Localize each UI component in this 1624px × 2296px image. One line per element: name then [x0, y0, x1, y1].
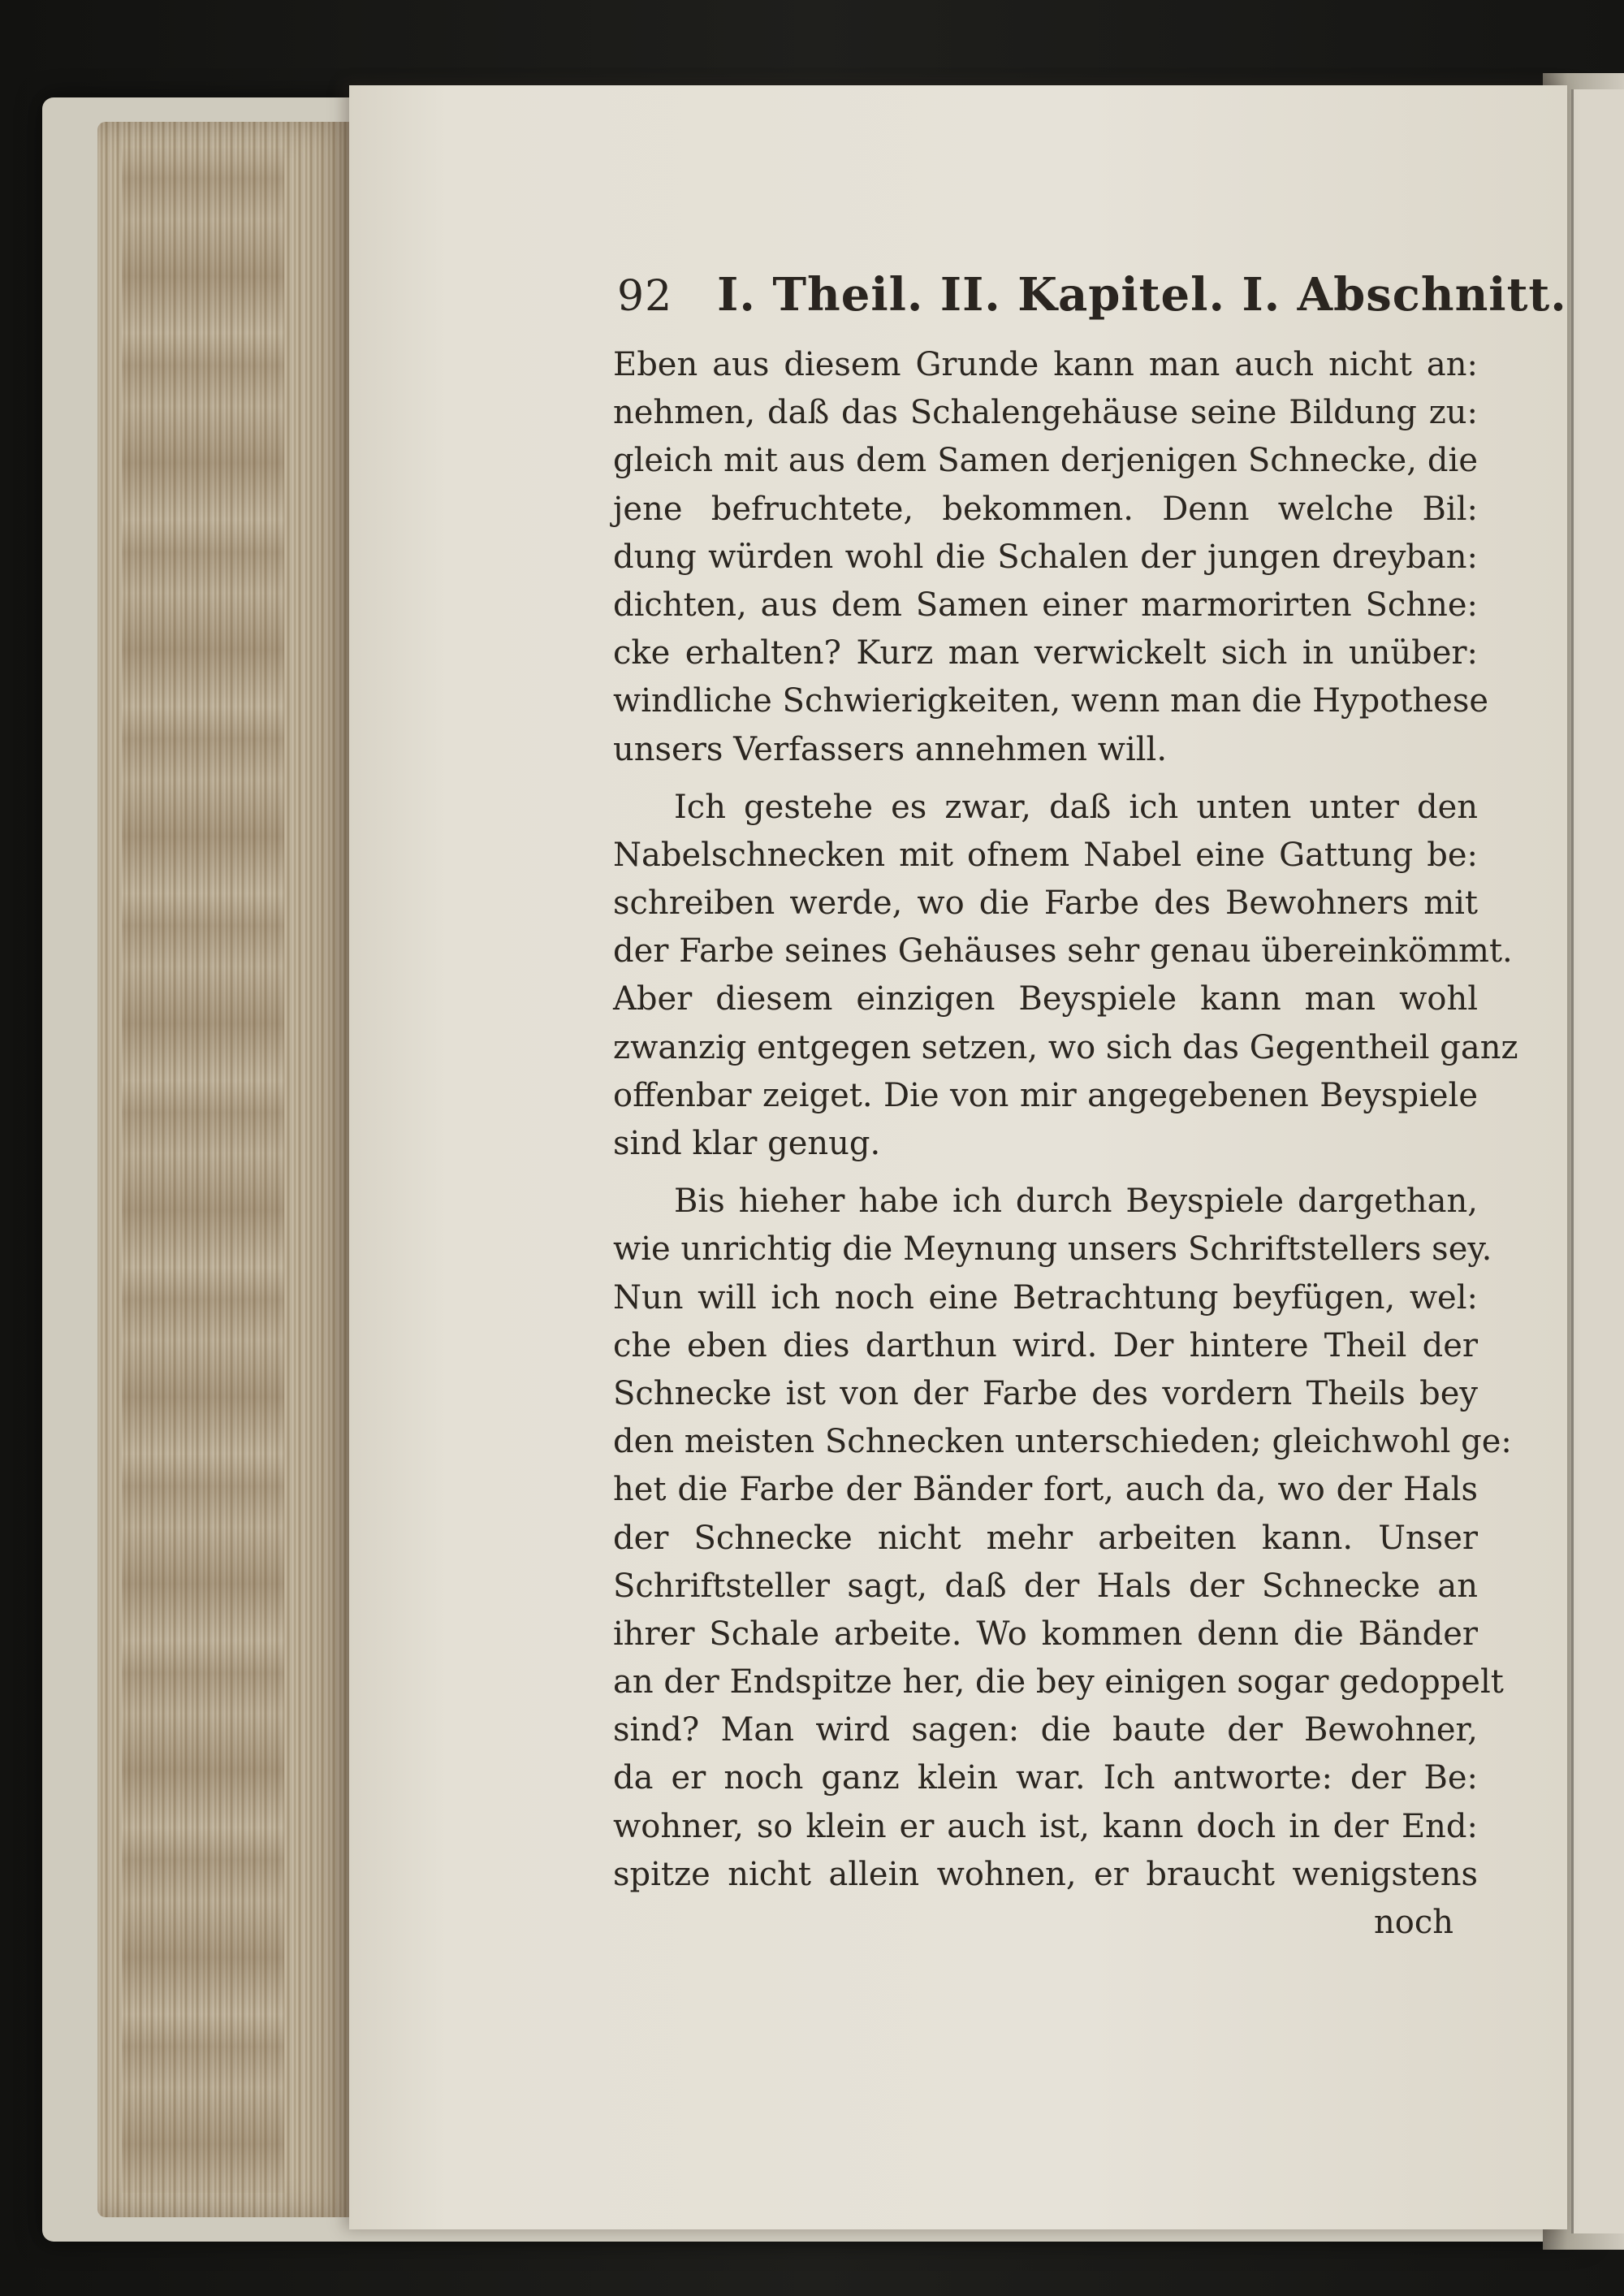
text-line: Ich gestehe es zwar, daß ich unten unter den — [674, 788, 1478, 826]
text-line: an der Endspitze her, die bey einigen sogar gedoppelt — [613, 1663, 1504, 1701]
text-line: dung würden wohl die Schalen der jungen dreyban: — [613, 538, 1478, 576]
text-line: da er noch ganz klein war. Ich antworte: der Be: — [613, 1759, 1478, 1797]
text-line: het die Farbe der Bänder fort, auch da, wo der Hals — [613, 1471, 1478, 1509]
paragraph-gap — [613, 1168, 1478, 1178]
text-line: sind? Man wird sagen: die baute der Bewohner, — [613, 1711, 1478, 1749]
facing-page-edge — [1571, 89, 1624, 2233]
page-edge-stain — [122, 146, 284, 2193]
text-line: jene befruchtete, bekommen. Denn welche Bil: — [613, 490, 1478, 528]
text-line: Nun will ich noch eine Betrachtung beyfügen, wel: — [613, 1278, 1478, 1317]
text-line: cke erhalten? Kurz man verwickelt sich in unüber: — [613, 634, 1478, 672]
catchword: noch — [1373, 1904, 1453, 1941]
text-line: sind klar genug. — [613, 1125, 881, 1162]
text-line: unsers Verfassers annehmen will. — [613, 730, 1168, 768]
text-line: der Schnecke nicht mehr arbeiten kann. Unser — [613, 1519, 1478, 1557]
body-text — [613, 341, 1518, 1947]
text-line: Bis hieher habe ich durch Beyspiele dargethan, — [674, 1183, 1478, 1221]
text-line: Aber diesem einzigen Beyspiele kann man wohl — [613, 980, 1478, 1018]
page-header — [617, 268, 1567, 322]
text-line: Eben aus diesem Grunde kann man auch nicht an: — [613, 346, 1478, 383]
text-line: den meisten Schnecken unterschieden; gleichwohl ge: — [613, 1423, 1512, 1461]
text-line: wie unrichtig die Meynung unsers Schriftstellers sey. — [613, 1230, 1492, 1269]
text-line: offenbar zeiget. Die von mir angegebenen Beyspiele — [613, 1076, 1478, 1114]
text-line: Schriftsteller sagt, daß der Hals der Schnecke an — [613, 1567, 1478, 1605]
text-line: nehmen, daß das Schalengehäuse seine Bildung zu: — [613, 394, 1478, 432]
text-line: der Farbe seines Gehäuses sehr genau übereinkömmt. — [613, 932, 1513, 971]
text-line: wohner, so klein er auch ist, kann doch in der End: — [613, 1807, 1478, 1845]
text-line: schreiben werde, wo die Farbe des Bewohners mit — [613, 884, 1478, 923]
text-line: ihrer Schale arbeite. Wo kommen denn die Bänder — [613, 1615, 1478, 1653]
text-line: dichten, aus dem Samen einer marmorirten Schne: — [613, 586, 1478, 624]
paragraph-gap — [613, 774, 1478, 784]
text-line: Nabelschnecken mit ofnem Nabel eine Gattung be: — [613, 836, 1478, 874]
text-line: zwanzig entgegen setzen, wo sich das Gegentheil ganz — [613, 1028, 1518, 1066]
text-line: spitze nicht allein wohnen, er braucht wenigstens — [613, 1855, 1478, 1893]
text-line: che eben dies darthun wird. Der hintere Theil der — [613, 1326, 1478, 1364]
page-number: 92 — [617, 272, 673, 321]
text-line: windliche Schwierigkeiten, wenn man die Hypothese — [613, 682, 1489, 720]
text-line: gleich mit aus dem Samen derjenigen Schnecke, die — [613, 442, 1478, 480]
running-head: I. Theil. II. Kapitel. I. Abschnitt. — [717, 268, 1567, 322]
text-line: Schnecke ist von der Farbe des vordern Theils bey — [613, 1374, 1478, 1412]
